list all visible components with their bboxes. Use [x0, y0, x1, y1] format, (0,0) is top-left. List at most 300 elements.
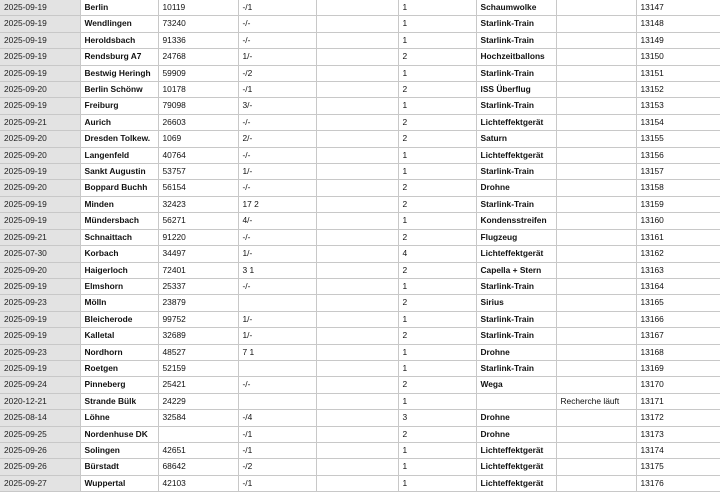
- cell-location[interactable]: Aurich: [80, 114, 158, 130]
- cell-sighting-type[interactable]: Drohne: [476, 410, 556, 426]
- cell-count[interactable]: 2: [398, 328, 476, 344]
- cell-postal-code[interactable]: 73240: [158, 16, 238, 32]
- cell-sighting-type[interactable]: Lichteffektgerät: [476, 246, 556, 262]
- cell-id[interactable]: 13168: [636, 344, 720, 360]
- cell-empty[interactable]: [316, 360, 398, 376]
- cell-count[interactable]: 1: [398, 393, 476, 409]
- cell-empty[interactable]: [316, 377, 398, 393]
- cell-location[interactable]: Kalletal: [80, 328, 158, 344]
- cell-postal-code[interactable]: 53757: [158, 164, 238, 180]
- table-row: [0, 459, 720, 475]
- cell-count[interactable]: 2: [398, 229, 476, 245]
- cell-code[interactable]: -/-: [238, 229, 316, 245]
- cell-date[interactable]: 2025-09-24: [0, 377, 80, 393]
- cell-location[interactable]: Berlin Schönw: [80, 82, 158, 98]
- cell-date[interactable]: 2025-09-20: [0, 180, 80, 196]
- cell-id[interactable]: 13151: [636, 65, 720, 81]
- cell-postal-code[interactable]: 25337: [158, 278, 238, 294]
- table-row: [0, 229, 720, 245]
- cell-postal-code[interactable]: 42103: [158, 475, 238, 491]
- table-row: [0, 360, 720, 376]
- cell-location[interactable]: Heroldsbach: [80, 32, 158, 48]
- cell-date[interactable]: 2025-09-21: [0, 229, 80, 245]
- cell-code[interactable]: -/-: [238, 147, 316, 163]
- cell-empty[interactable]: [316, 328, 398, 344]
- table-row: [0, 65, 720, 81]
- cell-sighting-type[interactable]: Wega: [476, 377, 556, 393]
- cell-note[interactable]: [556, 196, 636, 212]
- cell-location[interactable]: Solingen: [80, 442, 158, 458]
- table-row: [0, 426, 720, 442]
- cell-postal-code[interactable]: 79098: [158, 98, 238, 114]
- table-row: [0, 147, 720, 163]
- cell-sighting-type[interactable]: Starlink-Train: [476, 32, 556, 48]
- cell-date[interactable]: 2025-09-19: [0, 0, 80, 16]
- cell-count[interactable]: 4: [398, 246, 476, 262]
- cell-date[interactable]: 2025-09-19: [0, 16, 80, 32]
- cell-postal-code[interactable]: 24229: [158, 393, 238, 409]
- cell-location[interactable]: Mölln: [80, 295, 158, 311]
- cell-empty[interactable]: [316, 426, 398, 442]
- cell-location[interactable]: Sankt Augustin: [80, 164, 158, 180]
- cell-count[interactable]: 1: [398, 311, 476, 327]
- cell-location[interactable]: Freiburg: [80, 98, 158, 114]
- cell-note[interactable]: [556, 131, 636, 147]
- cell-count[interactable]: 1: [398, 32, 476, 48]
- cell-location[interactable]: Bleicherode: [80, 311, 158, 327]
- cell-id[interactable]: 13157: [636, 164, 720, 180]
- cell-empty[interactable]: [316, 410, 398, 426]
- cell-sighting-type[interactable]: Flugzeug: [476, 229, 556, 245]
- cell-count[interactable]: 2: [398, 114, 476, 130]
- cell-sighting-type[interactable]: Kondensstreifen: [476, 213, 556, 229]
- cell-sighting-type[interactable]: Starlink-Train: [476, 311, 556, 327]
- cell-note[interactable]: [556, 65, 636, 81]
- cell-sighting-type[interactable]: Lichteffektgerät: [476, 459, 556, 475]
- table-row: [0, 393, 720, 409]
- cell-sighting-type[interactable]: ISS Überflug: [476, 82, 556, 98]
- cell-postal-code[interactable]: [158, 426, 238, 442]
- cell-postal-code[interactable]: 32584: [158, 410, 238, 426]
- cell-id[interactable]: 13154: [636, 114, 720, 130]
- cell-sighting-type[interactable]: Starlink-Train: [476, 164, 556, 180]
- cell-id[interactable]: 13160: [636, 213, 720, 229]
- cell-count[interactable]: 1: [398, 459, 476, 475]
- cell-sighting-type[interactable]: Lichteffektgerät: [476, 442, 556, 458]
- cell-postal-code[interactable]: 23879: [158, 295, 238, 311]
- cell-id[interactable]: 13172: [636, 410, 720, 426]
- cell-id[interactable]: 13175: [636, 459, 720, 475]
- table-row: [0, 295, 720, 311]
- cell-note[interactable]: [556, 426, 636, 442]
- cell-location[interactable]: Bestwig Heringh: [80, 65, 158, 81]
- cell-code[interactable]: -/-: [238, 180, 316, 196]
- table-row: [0, 475, 720, 491]
- cell-count[interactable]: 1: [398, 16, 476, 32]
- cell-date[interactable]: 2025-09-26: [0, 459, 80, 475]
- cell-postal-code[interactable]: 68642: [158, 459, 238, 475]
- cell-id[interactable]: 13147: [636, 0, 720, 16]
- cell-location[interactable]: Bürstadt: [80, 459, 158, 475]
- cell-postal-code[interactable]: 32689: [158, 328, 238, 344]
- table-row: [0, 377, 720, 393]
- cell-location[interactable]: Minden: [80, 196, 158, 212]
- cell-empty[interactable]: [316, 393, 398, 409]
- cell-empty[interactable]: [316, 246, 398, 262]
- cell-date[interactable]: 2025-09-19: [0, 49, 80, 65]
- cell-code[interactable]: 1/-: [238, 164, 316, 180]
- cell-sighting-type[interactable]: Starlink-Train: [476, 278, 556, 294]
- cell-empty[interactable]: [316, 0, 398, 16]
- cell-date[interactable]: 2025-09-19: [0, 278, 80, 294]
- cell-sighting-type[interactable]: Starlink-Train: [476, 360, 556, 376]
- table-row: [0, 98, 720, 114]
- cell-sighting-type[interactable]: Hochzeitballons: [476, 49, 556, 65]
- cell-empty[interactable]: [316, 147, 398, 163]
- cell-note[interactable]: [556, 229, 636, 245]
- cell-code[interactable]: -/-: [238, 114, 316, 130]
- cell-code[interactable]: -/-: [238, 16, 316, 32]
- cell-date[interactable]: 2025-09-19: [0, 328, 80, 344]
- cell-empty[interactable]: [316, 311, 398, 327]
- cell-id[interactable]: 13150: [636, 49, 720, 65]
- cell-count[interactable]: 2: [398, 262, 476, 278]
- cell-note[interactable]: [556, 295, 636, 311]
- cell-empty[interactable]: [316, 459, 398, 475]
- cell-note[interactable]: [556, 262, 636, 278]
- cell-postal-code[interactable]: 24768: [158, 49, 238, 65]
- table-row: [0, 131, 720, 147]
- cell-empty[interactable]: [316, 82, 398, 98]
- cell-note[interactable]: [556, 82, 636, 98]
- cell-code[interactable]: [238, 360, 316, 376]
- cell-id[interactable]: 13153: [636, 98, 720, 114]
- table-row: [0, 442, 720, 458]
- cell-code[interactable]: 3/-: [238, 98, 316, 114]
- cell-code[interactable]: -/1: [238, 426, 316, 442]
- cell-note[interactable]: [556, 246, 636, 262]
- cell-code[interactable]: 4/-: [238, 213, 316, 229]
- cell-id[interactable]: 13163: [636, 262, 720, 278]
- cell-code[interactable]: 17 2: [238, 196, 316, 212]
- cell-id[interactable]: 13174: [636, 442, 720, 458]
- cell-location[interactable]: Boppard Buchh: [80, 180, 158, 196]
- cell-count[interactable]: 1: [398, 442, 476, 458]
- cell-postal-code[interactable]: 91220: [158, 229, 238, 245]
- cell-postal-code[interactable]: 25421: [158, 377, 238, 393]
- cell-sighting-type[interactable]: Lichteffektgerät: [476, 147, 556, 163]
- cell-code[interactable]: -/-: [238, 278, 316, 294]
- cell-postal-code[interactable]: 91336: [158, 32, 238, 48]
- cell-location[interactable]: Wuppertal: [80, 475, 158, 491]
- cell-note[interactable]: [556, 16, 636, 32]
- cell-location[interactable]: Haigerloch: [80, 262, 158, 278]
- table-row: [0, 278, 720, 294]
- cell-note[interactable]: [556, 377, 636, 393]
- cell-postal-code[interactable]: 26603: [158, 114, 238, 130]
- cell-count[interactable]: 1: [398, 344, 476, 360]
- cell-note[interactable]: [556, 311, 636, 327]
- cell-postal-code[interactable]: 56271: [158, 213, 238, 229]
- cell-sighting-type[interactable]: Starlink-Train: [476, 328, 556, 344]
- cell-date[interactable]: 2025-09-20: [0, 131, 80, 147]
- cell-location[interactable]: Löhne: [80, 410, 158, 426]
- table-row: [0, 246, 720, 262]
- cell-note[interactable]: [556, 49, 636, 65]
- cell-count[interactable]: 1: [398, 65, 476, 81]
- table-row: [0, 180, 720, 196]
- cell-count[interactable]: 2: [398, 49, 476, 65]
- cell-date[interactable]: 2025-09-19: [0, 196, 80, 212]
- cell-note[interactable]: [556, 32, 636, 48]
- cell-date[interactable]: 2025-09-19: [0, 98, 80, 114]
- table-row: [0, 262, 720, 278]
- cell-postal-code[interactable]: 99752: [158, 311, 238, 327]
- cell-id[interactable]: 13169: [636, 360, 720, 376]
- cell-location[interactable]: Dresden Tolkew.: [80, 131, 158, 147]
- cell-empty[interactable]: [316, 475, 398, 491]
- cell-note[interactable]: [556, 213, 636, 229]
- cell-note[interactable]: [556, 164, 636, 180]
- cell-count[interactable]: 1: [398, 360, 476, 376]
- cell-date[interactable]: 2025-09-21: [0, 114, 80, 130]
- cell-code[interactable]: 1/-: [238, 328, 316, 344]
- cell-code[interactable]: 3 1: [238, 262, 316, 278]
- cell-sighting-type[interactable]: Sirius: [476, 295, 556, 311]
- table-row: [0, 213, 720, 229]
- cell-sighting-type[interactable]: Starlink-Train: [476, 65, 556, 81]
- cell-code[interactable]: -/4: [238, 410, 316, 426]
- cell-date[interactable]: 2025-09-19: [0, 32, 80, 48]
- cell-note[interactable]: [556, 278, 636, 294]
- cell-code[interactable]: -/1: [238, 0, 316, 16]
- cell-count[interactable]: 2: [398, 180, 476, 196]
- cell-location[interactable]: Pinneberg: [80, 377, 158, 393]
- cell-sighting-type[interactable]: Drohne: [476, 180, 556, 196]
- cell-date[interactable]: 2025-09-23: [0, 344, 80, 360]
- table-row: [0, 16, 720, 32]
- cell-note[interactable]: [556, 0, 636, 16]
- cell-sighting-type[interactable]: Drohne: [476, 426, 556, 442]
- cell-location[interactable]: Elmshorn: [80, 278, 158, 294]
- cell-date[interactable]: 2025-09-25: [0, 426, 80, 442]
- cell-code[interactable]: -/1: [238, 82, 316, 98]
- cell-id[interactable]: 13164: [636, 278, 720, 294]
- cell-id[interactable]: 13170: [636, 377, 720, 393]
- cell-id[interactable]: 13166: [636, 311, 720, 327]
- cell-note[interactable]: [556, 459, 636, 475]
- cell-note[interactable]: Recherche läuft: [556, 393, 636, 409]
- cell-count[interactable]: 2: [398, 295, 476, 311]
- cell-postal-code[interactable]: 40764: [158, 147, 238, 163]
- cell-id[interactable]: 13165: [636, 295, 720, 311]
- table-row: [0, 344, 720, 360]
- cell-location[interactable]: Langenfeld: [80, 147, 158, 163]
- cell-note[interactable]: [556, 360, 636, 376]
- cell-empty[interactable]: [316, 16, 398, 32]
- cell-code[interactable]: [238, 393, 316, 409]
- cell-count[interactable]: 2: [398, 426, 476, 442]
- cell-id[interactable]: 13173: [636, 426, 720, 442]
- cell-code[interactable]: -/1: [238, 475, 316, 491]
- cell-location[interactable]: Berlin: [80, 0, 158, 16]
- cell-id[interactable]: 13152: [636, 82, 720, 98]
- cell-date[interactable]: 2025-09-19: [0, 360, 80, 376]
- cell-location[interactable]: Korbach: [80, 246, 158, 262]
- cell-id[interactable]: 13162: [636, 246, 720, 262]
- table-row: [0, 32, 720, 48]
- cell-id[interactable]: 13149: [636, 32, 720, 48]
- cell-id[interactable]: 13176: [636, 475, 720, 491]
- cell-date[interactable]: 2020-12-21: [0, 393, 80, 409]
- cell-date[interactable]: 2025-07-30: [0, 246, 80, 262]
- cell-date[interactable]: 2025-09-19: [0, 65, 80, 81]
- cell-sighting-type[interactable]: Starlink-Train: [476, 98, 556, 114]
- cell-sighting-type[interactable]: Starlink-Train: [476, 16, 556, 32]
- cell-postal-code[interactable]: 1069: [158, 131, 238, 147]
- cell-count[interactable]: 1: [398, 475, 476, 491]
- cell-id[interactable]: 13156: [636, 147, 720, 163]
- cell-postal-code[interactable]: 56154: [158, 180, 238, 196]
- cell-code[interactable]: -/-: [238, 377, 316, 393]
- cell-note[interactable]: [556, 442, 636, 458]
- table-row: [0, 328, 720, 344]
- cell-date[interactable]: 2025-09-20: [0, 262, 80, 278]
- cell-empty[interactable]: [316, 344, 398, 360]
- cell-location[interactable]: Roetgen: [80, 360, 158, 376]
- cell-count[interactable]: 2: [398, 82, 476, 98]
- cell-empty[interactable]: [316, 98, 398, 114]
- cell-id[interactable]: 13161: [636, 229, 720, 245]
- cell-empty[interactable]: [316, 65, 398, 81]
- cell-sighting-type[interactable]: Saturn: [476, 131, 556, 147]
- cell-empty[interactable]: [316, 442, 398, 458]
- table-row: [0, 49, 720, 65]
- cell-sighting-type[interactable]: Drohne: [476, 344, 556, 360]
- cell-note[interactable]: [556, 328, 636, 344]
- cell-empty[interactable]: [316, 114, 398, 130]
- cell-date[interactable]: 2025-09-20: [0, 147, 80, 163]
- cell-note[interactable]: [556, 475, 636, 491]
- cell-code[interactable]: 1/-: [238, 311, 316, 327]
- cell-location[interactable]: Wendlingen: [80, 16, 158, 32]
- cell-count[interactable]: 1: [398, 0, 476, 16]
- cell-id[interactable]: 13155: [636, 131, 720, 147]
- cell-code[interactable]: -/-: [238, 32, 316, 48]
- cell-date[interactable]: 2025-09-26: [0, 442, 80, 458]
- cell-empty[interactable]: [316, 164, 398, 180]
- cell-date[interactable]: 2025-09-27: [0, 475, 80, 491]
- cell-empty[interactable]: [316, 213, 398, 229]
- cell-empty[interactable]: [316, 32, 398, 48]
- table-row: [0, 0, 720, 16]
- cell-count[interactable]: 1: [398, 98, 476, 114]
- cell-id[interactable]: 13159: [636, 196, 720, 212]
- cell-postal-code[interactable]: 34497: [158, 246, 238, 262]
- cell-location[interactable]: Nordhorn: [80, 344, 158, 360]
- cell-id[interactable]: 13148: [636, 16, 720, 32]
- cell-postal-code[interactable]: 59909: [158, 65, 238, 81]
- cell-date[interactable]: 2025-09-19: [0, 213, 80, 229]
- cell-code[interactable]: 1/-: [238, 246, 316, 262]
- cell-date[interactable]: 2025-09-19: [0, 311, 80, 327]
- cell-sighting-type[interactable]: Lichteffektgerät: [476, 114, 556, 130]
- cell-location[interactable]: Nordenhuse DK: [80, 426, 158, 442]
- cell-id[interactable]: 13171: [636, 393, 720, 409]
- cell-count[interactable]: 2: [398, 196, 476, 212]
- table-row: [0, 196, 720, 212]
- cell-location[interactable]: Strande Bülk: [80, 393, 158, 409]
- cell-code[interactable]: -/1: [238, 442, 316, 458]
- cell-note[interactable]: [556, 98, 636, 114]
- table-row: [0, 114, 720, 130]
- cell-note[interactable]: [556, 114, 636, 130]
- cell-empty[interactable]: [316, 278, 398, 294]
- cell-date[interactable]: 2025-09-19: [0, 164, 80, 180]
- table-row: [0, 164, 720, 180]
- table-row: [0, 311, 720, 327]
- cell-empty[interactable]: [316, 295, 398, 311]
- cell-count[interactable]: 2: [398, 131, 476, 147]
- cell-postal-code[interactable]: 42651: [158, 442, 238, 458]
- cell-id[interactable]: 13158: [636, 180, 720, 196]
- cell-count[interactable]: 3: [398, 410, 476, 426]
- cell-code[interactable]: 2/-: [238, 131, 316, 147]
- cell-count[interactable]: 1: [398, 278, 476, 294]
- cell-code[interactable]: 1/-: [238, 49, 316, 65]
- cell-location[interactable]: Rendsburg A7: [80, 49, 158, 65]
- cell-date[interactable]: 2025-08-14: [0, 410, 80, 426]
- cell-date[interactable]: 2025-09-20: [0, 82, 80, 98]
- cell-location[interactable]: Schnaittach: [80, 229, 158, 245]
- cell-sighting-type[interactable]: Schaumwolke: [476, 0, 556, 16]
- cell-empty[interactable]: [316, 131, 398, 147]
- cell-postal-code[interactable]: 52159: [158, 360, 238, 376]
- cell-postal-code[interactable]: 10119: [158, 0, 238, 16]
- cell-count[interactable]: 1: [398, 164, 476, 180]
- cell-count[interactable]: 1: [398, 213, 476, 229]
- cell-code[interactable]: -/2: [238, 459, 316, 475]
- cell-sighting-type[interactable]: Capella + Stern: [476, 262, 556, 278]
- cell-sighting-type[interactable]: Starlink-Train: [476, 196, 556, 212]
- cell-count[interactable]: 2: [398, 377, 476, 393]
- cell-note[interactable]: [556, 410, 636, 426]
- cell-postal-code[interactable]: 10178: [158, 82, 238, 98]
- cell-empty[interactable]: [316, 262, 398, 278]
- cell-empty[interactable]: [316, 229, 398, 245]
- cell-empty[interactable]: [316, 49, 398, 65]
- cell-postal-code[interactable]: 48527: [158, 344, 238, 360]
- cell-code[interactable]: [238, 295, 316, 311]
- table-row: [0, 82, 720, 98]
- cell-empty[interactable]: [316, 180, 398, 196]
- cell-code[interactable]: 7 1: [238, 344, 316, 360]
- cell-empty[interactable]: [316, 196, 398, 212]
- cell-postal-code[interactable]: 72401: [158, 262, 238, 278]
- cell-date[interactable]: 2025-09-23: [0, 295, 80, 311]
- cell-note[interactable]: [556, 147, 636, 163]
- cell-sighting-type[interactable]: [476, 393, 556, 409]
- cell-code[interactable]: -/2: [238, 65, 316, 81]
- cell-count[interactable]: 1: [398, 147, 476, 163]
- cell-id[interactable]: 13167: [636, 328, 720, 344]
- cell-postal-code[interactable]: 32423: [158, 196, 238, 212]
- cell-sighting-type[interactable]: Lichteffektgerät: [476, 475, 556, 491]
- cell-location[interactable]: Mündersbach: [80, 213, 158, 229]
- cell-note[interactable]: [556, 344, 636, 360]
- table-row: [0, 410, 720, 426]
- cell-note[interactable]: [556, 180, 636, 196]
